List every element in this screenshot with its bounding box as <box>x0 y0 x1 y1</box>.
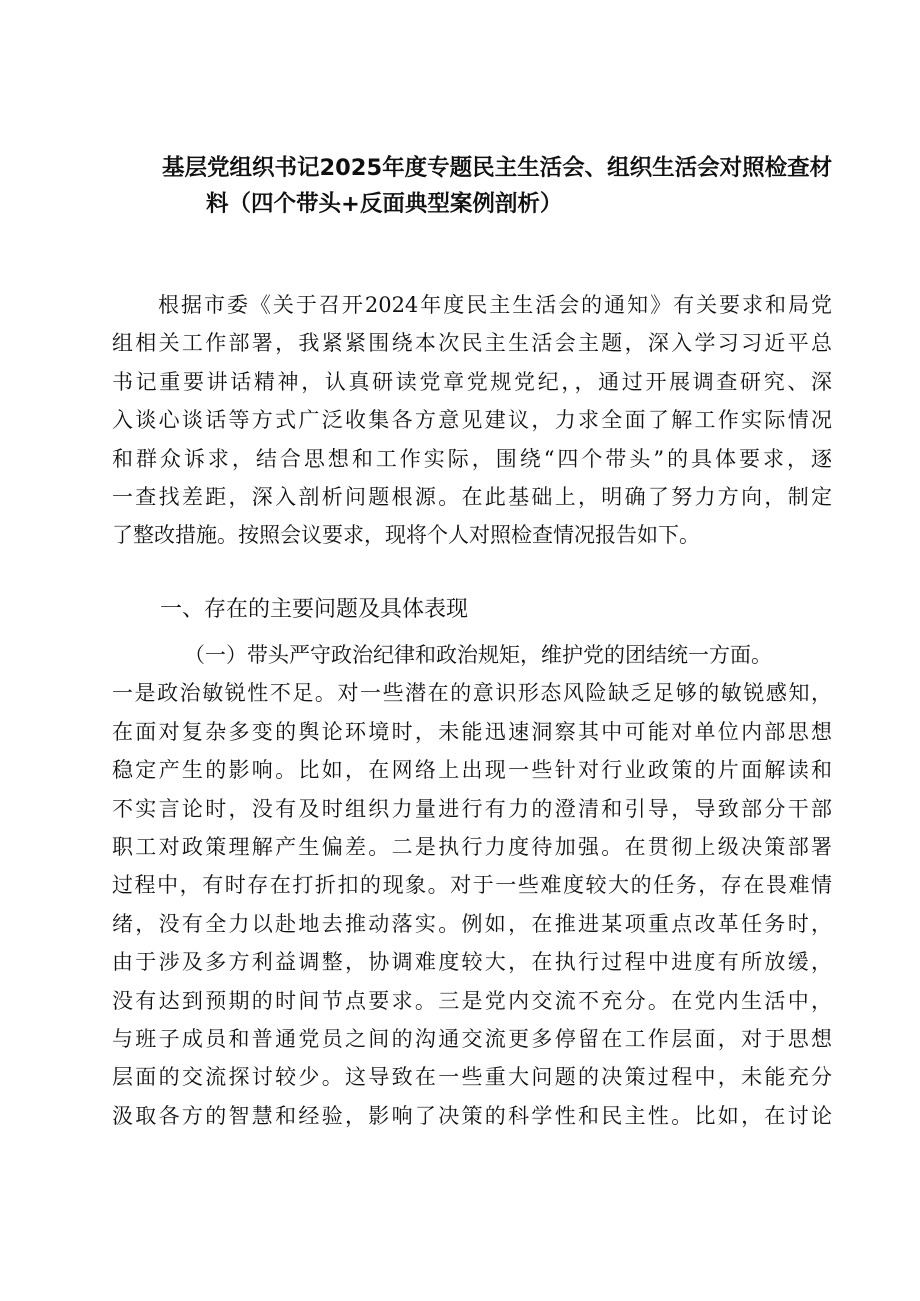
text-line: 在面对复杂多变的舆论环境时，未能迅速洞察其中可能对单位内部思想 <box>112 719 832 744</box>
text-line: 一查找差距，深入剖析问题根源。在此基础上，明确了努力方向，制定 <box>112 484 832 509</box>
section-body <box>112 636 832 1135</box>
text-line: 职工对政策理解产生偏差。二是执行力度待加强。在贯彻上级决策部署 <box>112 834 832 859</box>
text-line: 没有达到预期的时间节点要求。三是党内交流不充分。在党内生活中， <box>112 988 832 1013</box>
text-line: 和群众诉求，结合思想和工作实际，围绕“四个带头”的具体要求，逐 <box>112 446 832 471</box>
text-line: 与班子成员和普通党员之间的沟通交流更多停留在工作层面，对于思想 <box>112 1026 832 1051</box>
text-line: 根据市委《关于召开2024年度民主生活会的通知》有关要求和局党 <box>158 293 832 317</box>
text-line: 一是政治敏锐性不足。对一些潜在的意识形态风险缺乏足够的敏锐感知， <box>112 681 832 706</box>
text-line: 过程中，有时存在打折扣的现象。对于一些难度较大的任务，存在畏难情 <box>112 873 832 898</box>
text-line: 由于涉及多方利益调整，协调难度较大，在执行过程中进度有所放缓， <box>112 950 832 975</box>
subsection-heading: （一）带头严守政治纪律和政治规矩，维护党的团结统一方面。 <box>184 643 772 667</box>
text-line: 层面的交流探讨较少。这导致在一些重大问题的决策过程中，未能充分 <box>112 1065 832 1090</box>
text-line: 了整改措施。按照会议要求，现将个人对照检查情况报告如下。 <box>112 523 700 548</box>
section-heading: 一、存在的主要问题及具体表现 <box>160 597 469 622</box>
document-title <box>112 150 832 222</box>
text-line: 书记重要讲话精神，认真研读党章党规党纪，，通过开展调查研究、深 <box>112 369 832 394</box>
text-line: 组相关工作部署，我紧紧围绕本次民主生活会主题，深入学习习近平总 <box>112 331 832 356</box>
intro-paragraph <box>112 286 832 555</box>
title-line-2: 料（四个带头+反面典型案例剖析） <box>206 191 563 217</box>
text-line: 入谈心谈话等方式广泛收集各方意见建议，力求全面了解工作实际情况 <box>112 408 832 433</box>
text-line: 稳定产生的影响。比如，在网络上出现一些针对行业政策的片面解读和 <box>112 758 832 783</box>
text-line: 绪，没有全力以赴地去推动落实。例如，在推进某项重点改革任务时， <box>112 911 832 936</box>
text-line: 不实言论时，没有及时组织力量进行有力的澄清和引导，导致部分干部 <box>112 796 832 821</box>
text-line: 汲取各方的智慧和经验，影响了决策的科学性和民主性。比如，在讨论 <box>112 1103 832 1128</box>
title-line-1: 基层党组织书记2025年度专题民主生活会、组织生活会对照检查材 <box>162 155 833 181</box>
